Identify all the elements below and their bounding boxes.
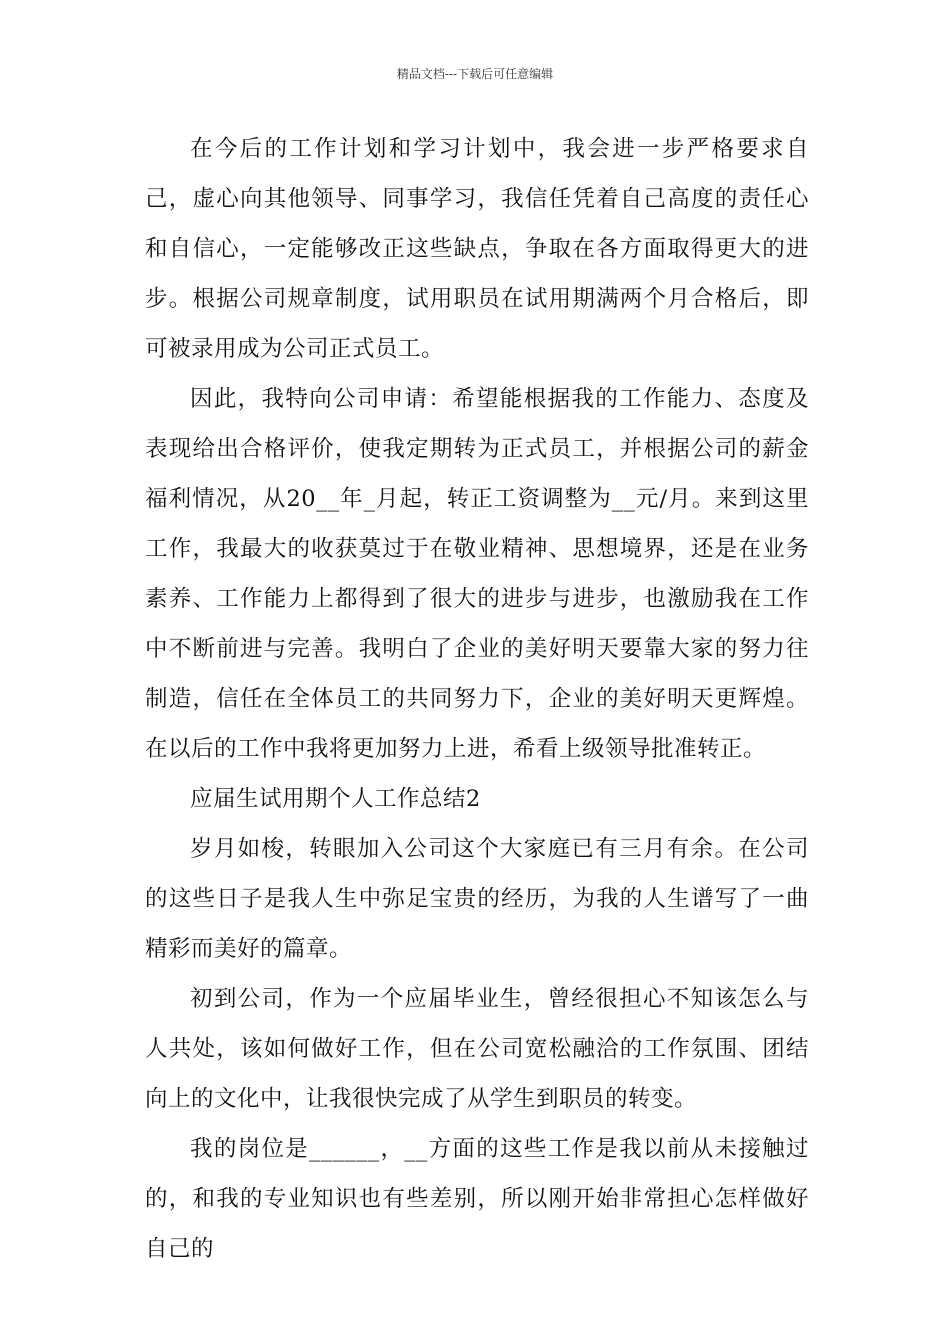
paragraph-plans: 在今后的工作计划和学习计划中，我会进一步严格要求自己，虚心向其他领导、同事学习，我信任凭着自己高度的责任心和自信心，一定能够改正这些缺点，争取在各方面取得更大的进步。根据公司规章制度，试用职员在试用期满两个月合格后，即可被录用成为公司正式员工。: [145, 136, 809, 362]
paragraph-intro: 岁月如梭，转眼加入公司这个大家庭已有三月有余。在公司的这些日子是我人生中弥足宝贵的经历，为我的人生谱写了一曲精彩而美好的篇章。: [145, 836, 809, 962]
paragraph-position: 我的岗位是______，__方面的这些工作是我以前从未接触过的，和我的专业知识也有些差别，所以刚开始非常担心怎样做好自己的: [145, 1136, 809, 1262]
paragraph-arrival: 初到公司，作为一个应届毕业生，曾经很担心不知该怎么与人共处，该如何做好工作，但在公司宽松融洽的工作氛围、团结向上的文化中，让我很快完成了从学生到职员的转变。: [145, 986, 809, 1112]
document-body: [145, 124, 809, 1274]
page-header: 精品文档---下载后可任意编辑: [396, 67, 554, 81]
paragraph-application: 因此，我特向公司申请：希望能根据我的工作能力、态度及表现给出合格评价，使我定期转为正式员工，并根据公司的薪金福利情况，从20__年_月起，转正工资调整为__元/月。来到这里工作，我最大的收获莫过于在敬业精神、思想境界，还是在业务素养、工作能力上都得到了很大的进步与进步，也激励我在工作中不断前进与完善。我明白了企业的美好明天要靠大家的努力往制造，信任在全体员工的共同努力下，企业的美好明天更辉煌。在以后的工作中我将更加努力上进，希看上级领导批准转正。: [145, 386, 809, 762]
section-heading: 应届生试用期个人工作总结2: [190, 786, 481, 812]
